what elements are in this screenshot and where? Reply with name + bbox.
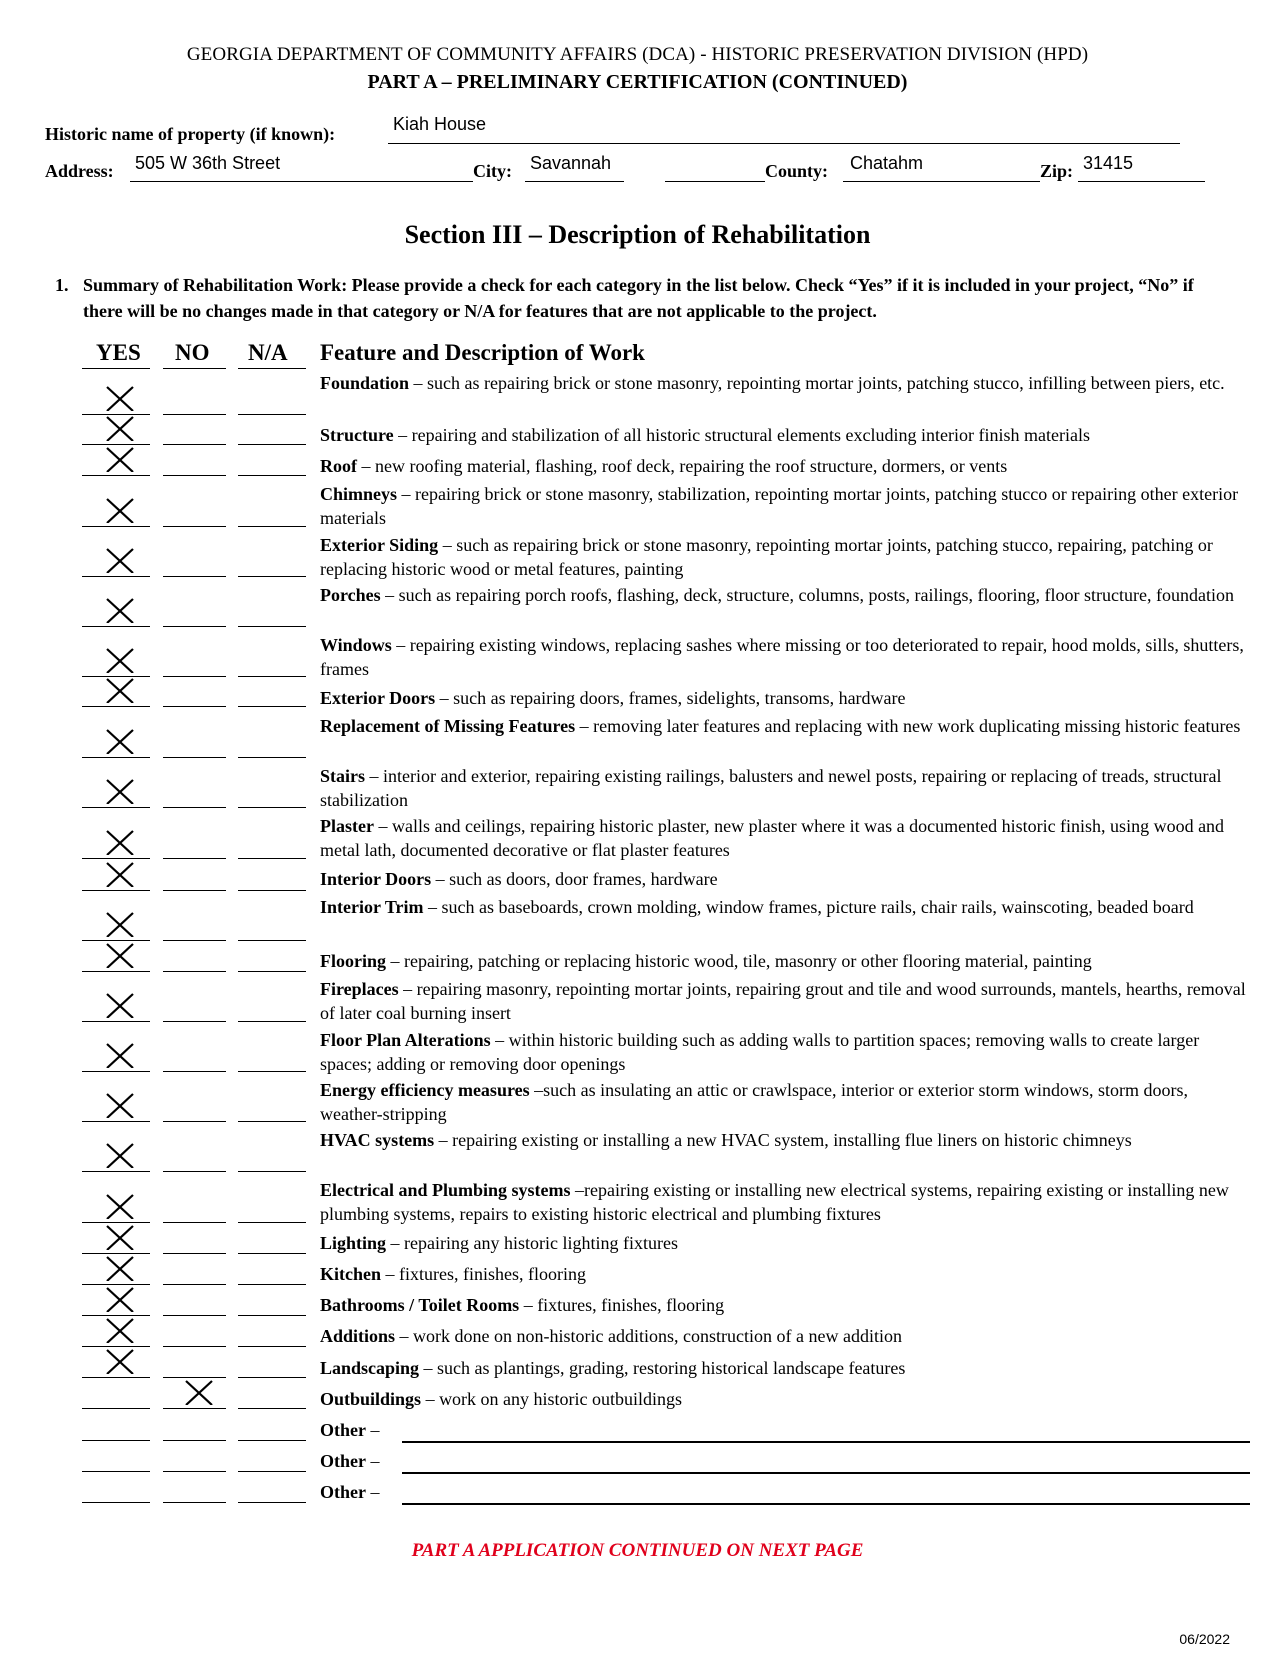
feature-name: Exterior Siding: [320, 535, 439, 555]
row-na-blank[interactable]: [238, 971, 306, 972]
feature-description: – work done on non-historic additions, construction of a new addition: [399, 1326, 902, 1346]
feature-description: – fixtures, finishes, flooring: [523, 1295, 725, 1315]
city-underline-extra: [665, 181, 765, 182]
row-na-blank[interactable]: [238, 1346, 306, 1347]
feature-description: – repairing existing or installing a new HVAC system, installing flue liners on historic chimneys: [438, 1130, 1132, 1150]
county-field[interactable]: Chatahm: [850, 153, 924, 173]
row-yes-check-mark[interactable]: [104, 1348, 134, 1374]
row-no-blank[interactable]: [163, 1071, 226, 1072]
feature-row: [320, 633, 1250, 681]
row-no-blank[interactable]: [163, 526, 226, 527]
col-na-header: N/A: [248, 340, 288, 365]
feature-description: –: [370, 1420, 380, 1440]
row-na-blank[interactable]: [238, 1021, 306, 1022]
feature-name: Chimneys: [320, 484, 398, 504]
feature-row: [320, 977, 1250, 1025]
feature-description: – walls and ceilings, repairing historic plaster, new plaster where it was a documented historic finish, using wood and metal lath, documented decorative or flat plaster features: [320, 816, 1225, 860]
feature-name: Fireplaces: [320, 979, 399, 999]
row-yes-blank[interactable]: [82, 1408, 150, 1409]
row-yes-check-mark[interactable]: [104, 1092, 134, 1118]
col-yes-header: YES: [96, 340, 141, 365]
row-na-blank[interactable]: [238, 858, 306, 859]
city-label: City:: [473, 161, 512, 181]
row-na-blank[interactable]: [238, 807, 306, 808]
other-write-in-line[interactable]: [402, 1472, 1250, 1474]
row-na-blank[interactable]: [238, 706, 306, 707]
zip-field[interactable]: 31415: [1083, 153, 1134, 173]
feature-description: – such as baseboards, crown molding, window frames, picture rails, chair rails, wainscoting, beaded board: [427, 897, 1194, 917]
row-yes-blank[interactable]: [82, 807, 150, 808]
feature-name: Other: [320, 1451, 366, 1471]
row-na-blank[interactable]: [238, 757, 306, 758]
row-no-blank[interactable]: [163, 1222, 226, 1223]
row-no-blank[interactable]: [163, 890, 226, 891]
other-write-in-line[interactable]: [402, 1503, 1250, 1505]
address-label: Address:: [45, 161, 114, 181]
row-yes-blank[interactable]: [82, 1502, 150, 1503]
feature-row: [320, 1480, 1250, 1504]
city-underline: [525, 181, 624, 182]
row-yes-check-mark[interactable]: [104, 911, 134, 937]
zip-underline: [1078, 181, 1205, 182]
feature-name: Foundation: [320, 373, 410, 393]
feature-row: [320, 1078, 1250, 1126]
col-no-header: NO: [175, 340, 210, 365]
feature-description: – interior and exterior, repairing existing railings, balusters and newel posts, repairing or replacing of treads, structural stabilization: [320, 766, 1222, 810]
row-na-blank[interactable]: [238, 1171, 306, 1172]
feature-row: [320, 1324, 1250, 1348]
row-no-blank[interactable]: [163, 1377, 226, 1378]
row-na-blank[interactable]: [238, 444, 306, 445]
row-no-check-mark[interactable]: [183, 1379, 213, 1405]
row-yes-blank[interactable]: [82, 971, 150, 972]
row-no-blank[interactable]: [163, 1121, 226, 1122]
col-na-underline: [238, 368, 306, 369]
feature-name: Energy efficiency measures: [320, 1080, 530, 1100]
feature-name: Electrical and Plumbing systems: [320, 1180, 571, 1200]
feature-description: – repairing any historic lighting fixtures: [390, 1233, 678, 1253]
feature-row: [320, 482, 1250, 530]
zip-label: Zip:: [1040, 161, 1074, 181]
feature-name: Kitchen: [320, 1264, 381, 1284]
row-no-blank[interactable]: [163, 475, 226, 476]
row-no-blank[interactable]: [163, 1315, 226, 1316]
feature-name: Plaster: [320, 816, 374, 836]
feature-description: – work on any historic outbuildings: [425, 1389, 683, 1409]
feature-description: – repairing, patching or replacing historic wood, tile, masonry or other flooring material, painting: [390, 951, 1092, 971]
row-yes-check-mark[interactable]: [104, 677, 134, 703]
row-na-blank[interactable]: [238, 1471, 306, 1472]
feature-row: [320, 867, 1250, 891]
row-na-blank[interactable]: [238, 576, 306, 577]
row-na-blank[interactable]: [238, 1502, 306, 1503]
row-yes-blank[interactable]: [82, 940, 150, 941]
feature-row: [320, 1356, 1250, 1380]
row-yes-blank[interactable]: [82, 1121, 150, 1122]
city-field[interactable]: Savannah: [530, 153, 612, 173]
row-yes-blank[interactable]: [82, 1071, 150, 1072]
row-no-blank[interactable]: [163, 807, 226, 808]
row-yes-blank[interactable]: [82, 1440, 150, 1441]
feature-name: Windows: [320, 635, 392, 655]
county-underline: [843, 181, 1040, 182]
feature-row: [320, 423, 1250, 447]
row-na-blank[interactable]: [238, 475, 306, 476]
feature-description: –: [370, 1482, 380, 1502]
feature-description: – repairing and stabilization of all historic structural elements excluding interior finish materials: [398, 425, 1090, 445]
row-no-blank[interactable]: [163, 414, 226, 415]
feature-description: – such as repairing brick or stone masonry, repointing mortar joints, patching stucco, repairing, patching or replacing historic wood or metal features, painting: [320, 535, 1213, 579]
historic-name-underline: [388, 143, 1180, 144]
feature-row: [320, 1449, 1250, 1473]
county-label: County:: [765, 161, 829, 181]
row-yes-check-mark[interactable]: [104, 497, 134, 523]
feature-name: Interior Trim: [320, 897, 424, 917]
row-no-blank[interactable]: [163, 940, 226, 941]
feature-name: Additions: [320, 1326, 396, 1346]
row-yes-check-mark[interactable]: [104, 728, 134, 754]
row-na-blank[interactable]: [238, 890, 306, 891]
feature-name: Other: [320, 1482, 366, 1502]
row-no-blank[interactable]: [163, 676, 226, 677]
feature-row: [320, 814, 1250, 862]
row-no-blank[interactable]: [163, 1171, 226, 1172]
row-yes-blank[interactable]: [82, 858, 150, 859]
row-yes-check-mark[interactable]: [104, 1042, 134, 1068]
row-na-blank[interactable]: [238, 1121, 306, 1122]
feature-row: [320, 764, 1250, 812]
feature-description: – removing later features and replacing with new work duplicating missing historic features: [579, 716, 1241, 736]
row-yes-check-mark[interactable]: [104, 385, 134, 411]
row-na-blank[interactable]: [238, 1315, 306, 1316]
feature-row: [320, 1128, 1250, 1152]
feature-description: – such as repairing brick or stone masonry, repointing mortar joints, patching stucco, infilling between piers, etc.: [413, 373, 1225, 393]
row-yes-blank[interactable]: [82, 475, 150, 476]
row-yes-check-mark[interactable]: [104, 547, 134, 573]
row-yes-check-mark[interactable]: [104, 597, 134, 623]
row-no-blank[interactable]: [163, 757, 226, 758]
feature-description: – such as repairing doors, frames, sidelights, transoms, hardware: [439, 688, 906, 708]
row-yes-check-mark[interactable]: [104, 829, 134, 855]
row-yes-blank[interactable]: [82, 1377, 150, 1378]
feature-row: [320, 1418, 1250, 1442]
feature-name: Exterior Doors: [320, 688, 436, 708]
header-agency: GEORGIA DEPARTMENT OF COMMUNITY AFFAIRS (DCA) - HISTORIC PRESERVATION DIVISION (HPD): [186, 44, 1089, 65]
feature-name: Flooring: [320, 951, 386, 971]
continued-note: PART A APPLICATION CONTINUED ON NEXT PAGE: [411, 1540, 864, 1561]
address-underline: [130, 181, 473, 182]
feature-row: [320, 1387, 1250, 1411]
feature-row: [320, 686, 1250, 710]
feature-description: – such as plantings, grading, restoring historical landscape features: [423, 1358, 906, 1378]
row-no-blank[interactable]: [163, 1284, 226, 1285]
row-yes-check-mark[interactable]: [104, 861, 134, 887]
address-field[interactable]: 505 W 36th Street: [135, 153, 281, 173]
row-yes-blank[interactable]: [82, 444, 150, 445]
feature-description: –such as insulating an attic or crawlspace, interior or exterior storm windows, storm doors, weather-stripping: [320, 1080, 1188, 1124]
feature-row: [320, 1178, 1250, 1226]
instruction: [55, 272, 1225, 324]
header-part: PART A – PRELIMINARY CERTIFICATION (CONTINUED): [367, 71, 908, 93]
feature-row: [320, 1293, 1250, 1317]
other-write-in-line[interactable]: [402, 1441, 1250, 1443]
form-date: 06/2022: [1179, 1631, 1230, 1647]
feature-row: [320, 583, 1250, 607]
row-na-blank[interactable]: [238, 414, 306, 415]
row-na-blank[interactable]: [238, 1253, 306, 1254]
feature-description: – repairing brick or stone masonry, stabilization, repointing mortar joints, patching stucco or repairing other exterior materials: [320, 484, 1239, 528]
feature-row: [320, 895, 1250, 919]
feature-name: Lighting: [320, 1233, 387, 1253]
historic-name-field[interactable]: Kiah House: [393, 114, 487, 134]
row-no-blank[interactable]: [163, 1471, 226, 1472]
row-yes-check-mark[interactable]: [104, 778, 134, 804]
row-yes-check-mark[interactable]: [104, 1286, 134, 1312]
row-no-blank[interactable]: [163, 1021, 226, 1022]
row-yes-check-mark[interactable]: [104, 1224, 134, 1250]
instruction-text: Summary of Rehabilitation Work: Please provide a check for each category in the list below. Check “Yes” if it is included in your project, “No” if there will be no changes made in that category or N/A for features that are not applicable to the project.: [83, 275, 1194, 321]
row-yes-blank[interactable]: [82, 1021, 150, 1022]
row-na-blank[interactable]: [238, 1222, 306, 1223]
row-na-blank[interactable]: [238, 1377, 306, 1378]
row-no-blank[interactable]: [163, 576, 226, 577]
row-yes-check-mark[interactable]: [104, 1142, 134, 1168]
row-no-blank[interactable]: [163, 444, 226, 445]
feature-row: [320, 1028, 1250, 1076]
row-yes-check-mark[interactable]: [104, 1255, 134, 1281]
row-yes-blank[interactable]: [82, 1284, 150, 1285]
row-yes-blank[interactable]: [82, 1222, 150, 1223]
feature-description: – repairing existing windows, replacing sashes where missing or too deteriorated to repair, hood molds, sills, shutters, frames: [320, 635, 1244, 679]
row-na-blank[interactable]: [238, 526, 306, 527]
feature-description: – new roofing material, flashing, roof deck, repairing the roof structure, dormers, or vents: [361, 456, 1008, 476]
row-na-blank[interactable]: [238, 1284, 306, 1285]
row-yes-blank[interactable]: [82, 576, 150, 577]
row-yes-blank[interactable]: [82, 1346, 150, 1347]
feature-name: Landscaping: [320, 1358, 420, 1378]
feature-row: [320, 533, 1250, 581]
row-yes-check-mark[interactable]: [104, 415, 134, 441]
col-no-underline: [163, 368, 226, 369]
feature-row: [320, 371, 1250, 395]
row-yes-blank[interactable]: [82, 1315, 150, 1316]
row-no-blank[interactable]: [163, 1346, 226, 1347]
row-no-blank[interactable]: [163, 1440, 226, 1441]
feature-row: [320, 949, 1250, 973]
row-yes-blank[interactable]: [82, 526, 150, 527]
col-feature-header: Feature and Description of Work: [320, 340, 645, 365]
row-yes-check-mark[interactable]: [104, 647, 134, 673]
feature-name: HVAC systems: [320, 1130, 435, 1150]
row-na-blank[interactable]: [238, 626, 306, 627]
row-yes-blank[interactable]: [82, 706, 150, 707]
feature-description: – repairing masonry, repointing mortar joints, repairing grout and tile and wood surrounds, mantels, hearths, removal of later coal burning insert: [320, 979, 1246, 1023]
row-yes-check-mark[interactable]: [104, 1193, 134, 1219]
row-yes-blank[interactable]: [82, 1471, 150, 1472]
row-na-blank[interactable]: [238, 1440, 306, 1441]
feature-description: –: [370, 1451, 380, 1471]
col-yes-underline: [82, 368, 150, 369]
item-number: 1.: [55, 275, 69, 295]
row-no-blank[interactable]: [163, 706, 226, 707]
row-no-blank[interactable]: [163, 858, 226, 859]
row-na-blank[interactable]: [238, 676, 306, 677]
feature-name: Bathrooms / Toilet Rooms: [320, 1295, 520, 1315]
row-no-blank[interactable]: [163, 626, 226, 627]
feature-name: Structure: [320, 425, 394, 445]
row-no-blank[interactable]: [163, 1253, 226, 1254]
feature-row: [320, 1231, 1250, 1255]
row-yes-blank[interactable]: [82, 1253, 150, 1254]
feature-description: – such as doors, door frames, hardware: [435, 869, 718, 889]
feature-name: Roof: [320, 456, 357, 476]
historic-name-label: Historic name of property (if known):: [45, 124, 336, 144]
row-yes-blank[interactable]: [82, 757, 150, 758]
row-yes-check-mark[interactable]: [104, 1317, 134, 1343]
row-yes-check-mark[interactable]: [104, 446, 134, 472]
row-no-blank[interactable]: [163, 1502, 226, 1503]
feature-name: Outbuildings: [320, 1389, 422, 1409]
row-no-blank[interactable]: [163, 1408, 226, 1409]
feature-name: Interior Doors: [320, 869, 432, 889]
row-yes-blank[interactable]: [82, 890, 150, 891]
feature-name: Replacement of Missing Features: [320, 716, 576, 736]
row-yes-check-mark[interactable]: [104, 942, 134, 968]
row-na-blank[interactable]: [238, 1071, 306, 1072]
feature-row: [320, 714, 1250, 738]
feature-row: [320, 1262, 1250, 1286]
section-title: Section III – Description of Rehabilitation: [404, 220, 871, 249]
row-na-blank[interactable]: [238, 1408, 306, 1409]
feature-row: [320, 454, 1250, 478]
feature-description: – within historic building such as adding walls to partition spaces; removing walls to create larger spaces; adding or removing door openings: [320, 1030, 1200, 1074]
feature-name: Porches: [320, 585, 381, 605]
row-yes-check-mark[interactable]: [104, 992, 134, 1018]
row-yes-blank[interactable]: [82, 1171, 150, 1172]
feature-description: – fixtures, finishes, flooring: [385, 1264, 586, 1284]
row-na-blank[interactable]: [238, 940, 306, 941]
feature-name: Other: [320, 1420, 366, 1440]
feature-description: –repairing existing or installing new electrical systems, repairing existing or installing new plumbing systems, repairs to existing historic electrical and plumbing fixtures: [320, 1180, 1229, 1224]
feature-name: Stairs: [320, 766, 365, 786]
row-no-blank[interactable]: [163, 971, 226, 972]
feature-name: Floor Plan Alterations: [320, 1030, 491, 1050]
row-yes-blank[interactable]: [82, 626, 150, 627]
feature-description: – such as repairing porch roofs, flashing, deck, structure, columns, posts, railings, flooring, floor structure, foundation: [385, 585, 1234, 605]
